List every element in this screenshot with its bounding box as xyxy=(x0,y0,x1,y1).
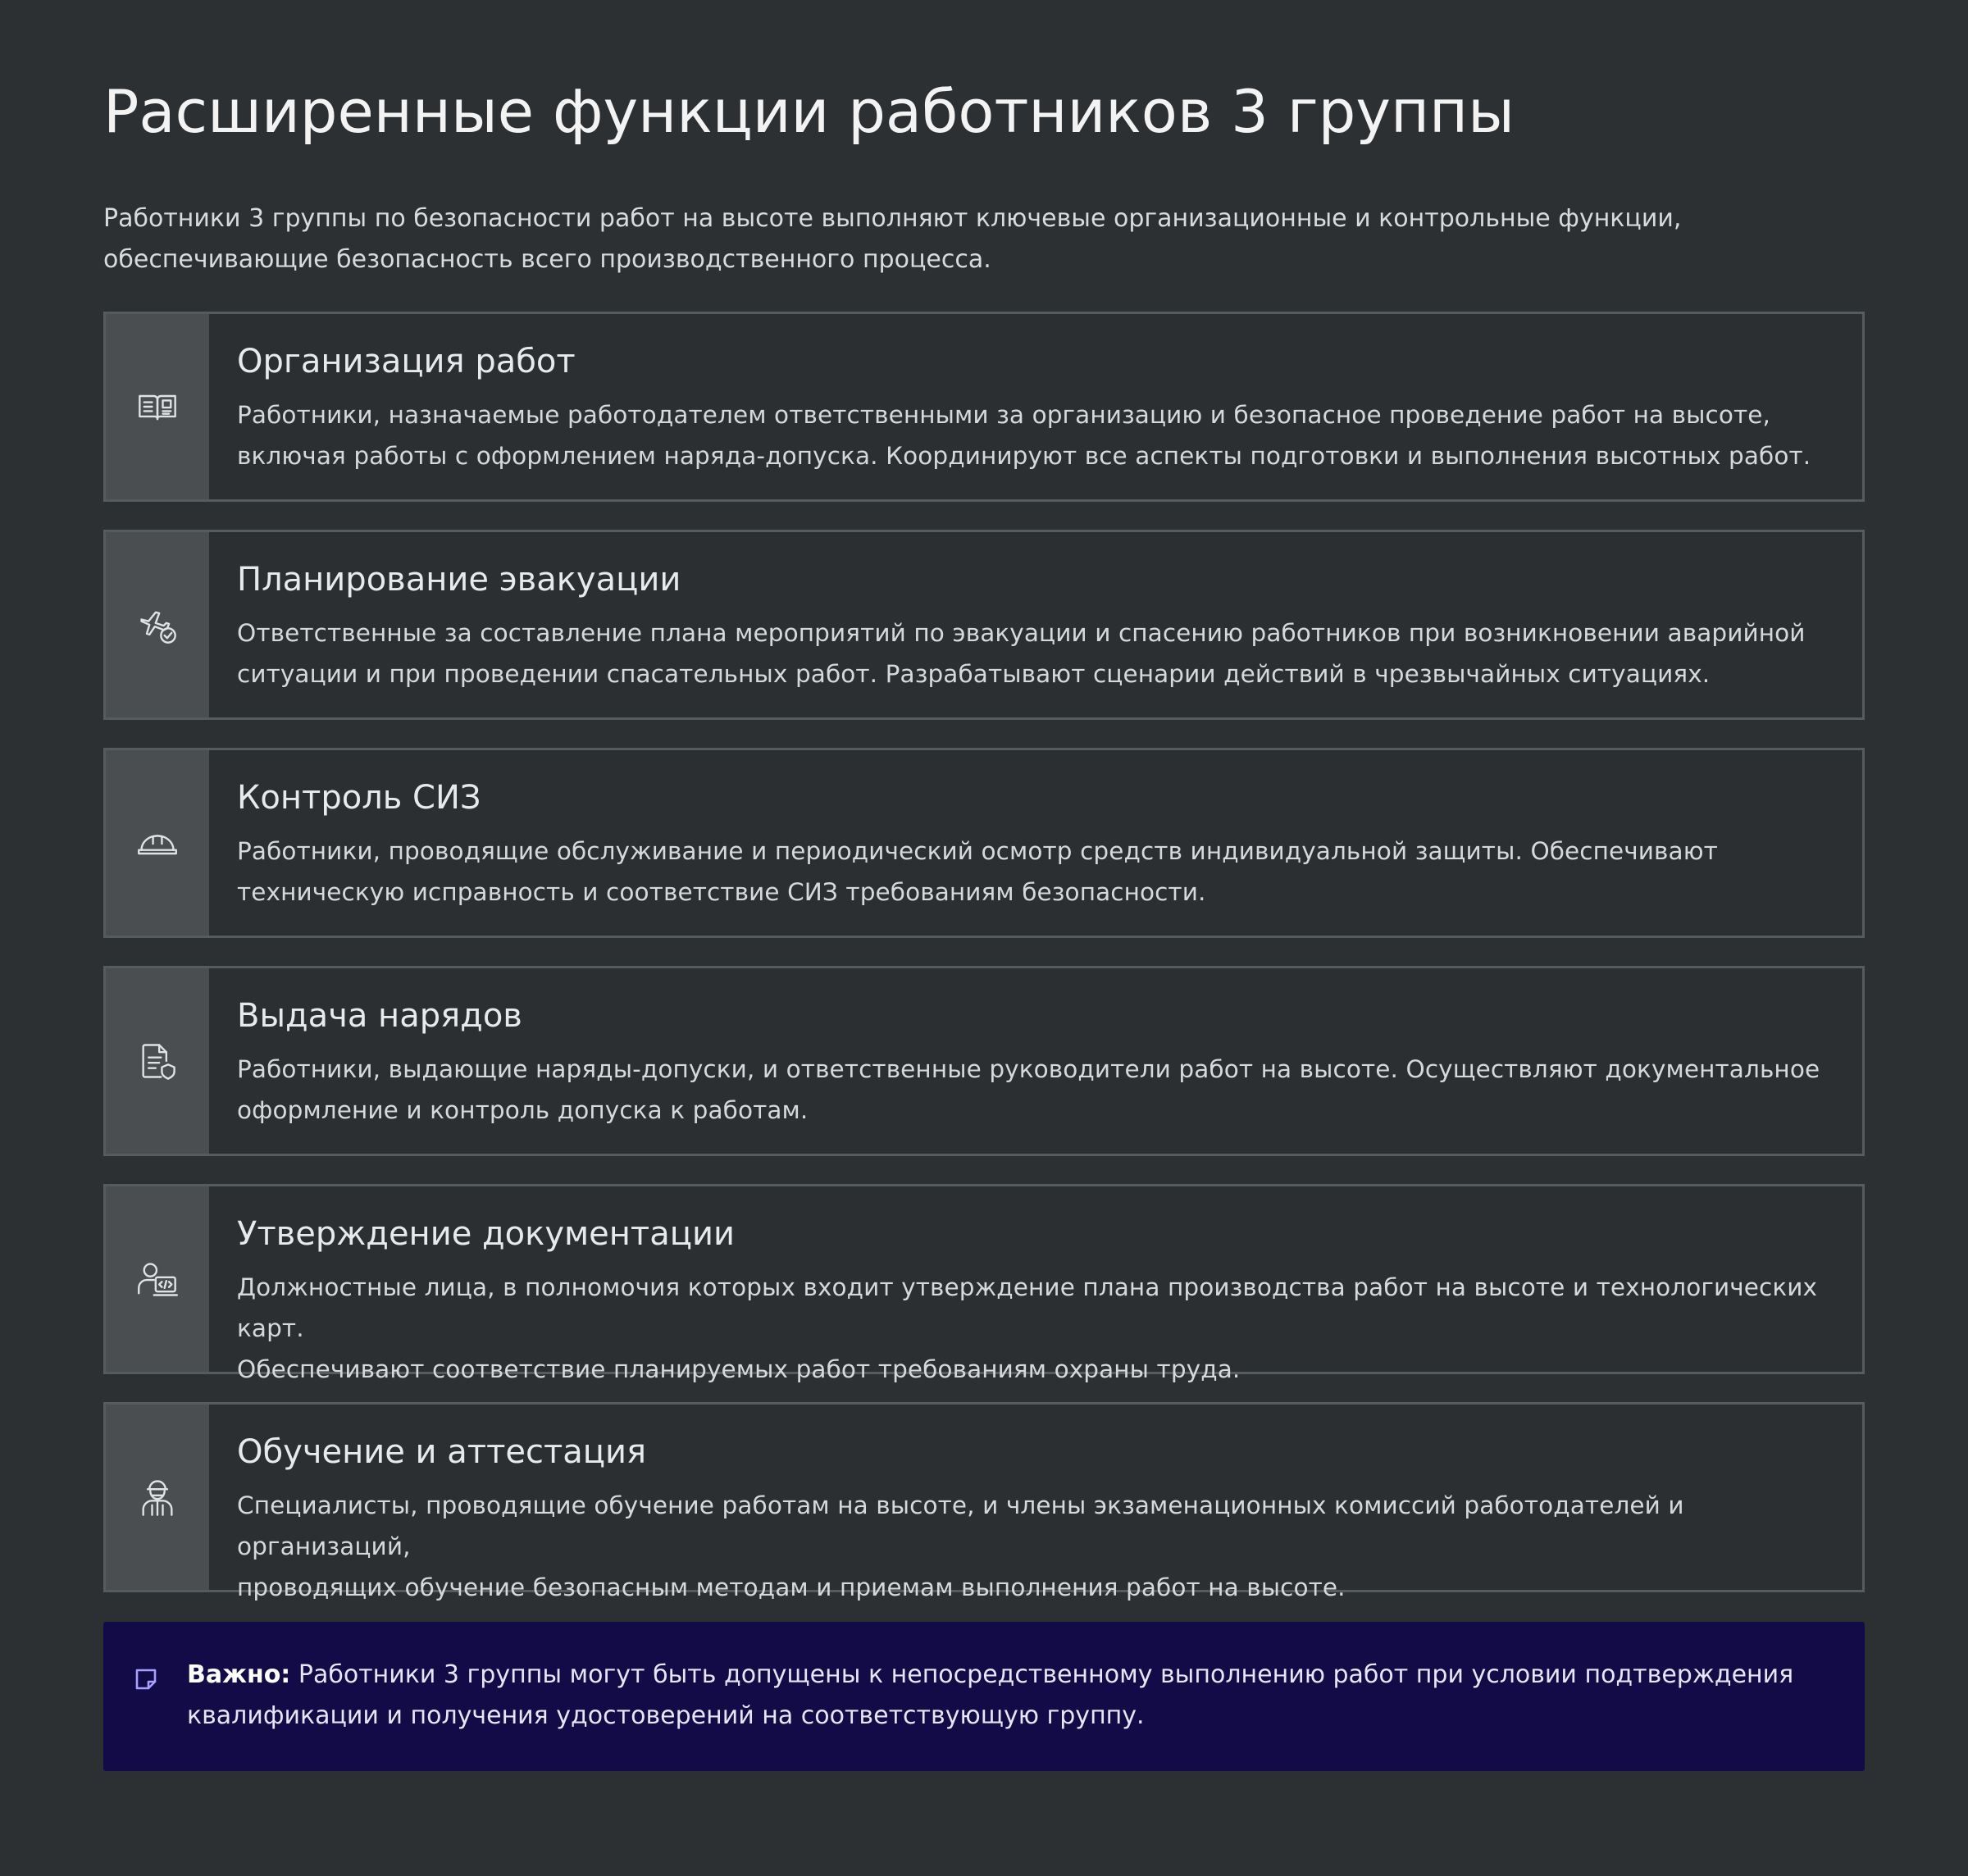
card-body xyxy=(237,775,1856,913)
card-title: Контроль СИЗ xyxy=(237,779,481,817)
card-icon-panel xyxy=(106,1405,209,1590)
card-icon-panel xyxy=(106,1186,209,1372)
page-title: Расширенные функции работников 3 группы xyxy=(103,77,1515,146)
book-icon xyxy=(136,385,179,428)
card-text: Должностные лица, в полномочия которых входит утверждение плана производства работ на высоте и технологических карт. Обеспечивают соответствие планируемых работ требованиям охраны труда. xyxy=(237,1273,1818,1383)
card-text: Специалисты, проводящие обучение работам на высоте, и члены экзаменационных комиссий работодателей и организаций, проводящих обучение безопасным методам и приемам выполнения работ на высоте. xyxy=(237,1491,1684,1601)
page-content xyxy=(103,0,1865,1771)
card-icon-panel xyxy=(106,314,209,499)
card-icon-panel xyxy=(106,968,209,1154)
card-body xyxy=(237,1429,1856,1608)
card-title: Планирование эвакуации xyxy=(237,561,681,599)
function-card-training xyxy=(103,1402,1865,1601)
card-title: Утверждение документации xyxy=(237,1215,735,1253)
document-shield-icon xyxy=(136,1040,179,1082)
card-body xyxy=(237,993,1856,1131)
user-code-icon xyxy=(136,1258,179,1300)
function-card-evacuation xyxy=(103,530,1865,720)
helmet-icon xyxy=(136,822,179,864)
function-card-documentation xyxy=(103,1184,1865,1383)
card-title: Выдача нарядов xyxy=(237,997,522,1035)
plane-check-icon xyxy=(136,603,179,646)
function-card-organization xyxy=(103,312,1865,502)
card-text: Работники, назначаемые работодателем ответственными за организацию и безопасное проведение работ на высоте, включая работы с оформлением наряда-допуска. Координируют все аспекты подготовки и выполнения высотных работ. xyxy=(237,401,1811,470)
note-text xyxy=(187,1655,1832,1737)
sticky-note-icon xyxy=(133,1666,159,1692)
note-body: Работники 3 группы могут быть допущены к непосредственному выполнению работ при условии подтверждения квалификации и получения удостоверений на соответствующую группу. xyxy=(187,1660,1794,1730)
card-icon-panel xyxy=(106,532,209,717)
card-title: Организация работ xyxy=(237,343,576,380)
card-text: Ответственные за составление плана мероприятий по эвакуации и спасению работников при возникновении аварийной ситуации и при проведении спасательных работ. Разрабатывают сценарии действий в чрезвычайных ситуациях. xyxy=(237,619,1806,688)
card-title: Обучение и аттестация xyxy=(237,1433,647,1471)
card-body xyxy=(237,1211,1856,1390)
card-body xyxy=(237,557,1856,694)
worker-icon xyxy=(136,1476,179,1519)
card-text: Работники, проводящие обслуживание и периодический осмотр средств индивидуальной защиты. Обеспечивают техническую исправность и соответствие СИЗ требованиям безопасности. xyxy=(237,837,1718,906)
important-note xyxy=(103,1622,1865,1771)
card-text: Работники, выдающие наряды-допуски, и ответственные руководители работ на высоте. Осуществляют документальное оформление и контроль допуска к работам. xyxy=(237,1055,1820,1124)
note-label: Важно: xyxy=(187,1660,291,1689)
card-icon-panel xyxy=(106,750,209,936)
function-card-ppe-control xyxy=(103,748,1865,938)
function-card-list xyxy=(103,312,1865,1601)
card-body xyxy=(237,339,1856,476)
function-card-permits xyxy=(103,966,1865,1156)
intro-paragraph: Работники 3 группы по безопасности работ на высоте выполняют ключевые организационные и контрольные функции, обеспечивающие безопасность всего производственного процесса. xyxy=(103,204,1682,274)
